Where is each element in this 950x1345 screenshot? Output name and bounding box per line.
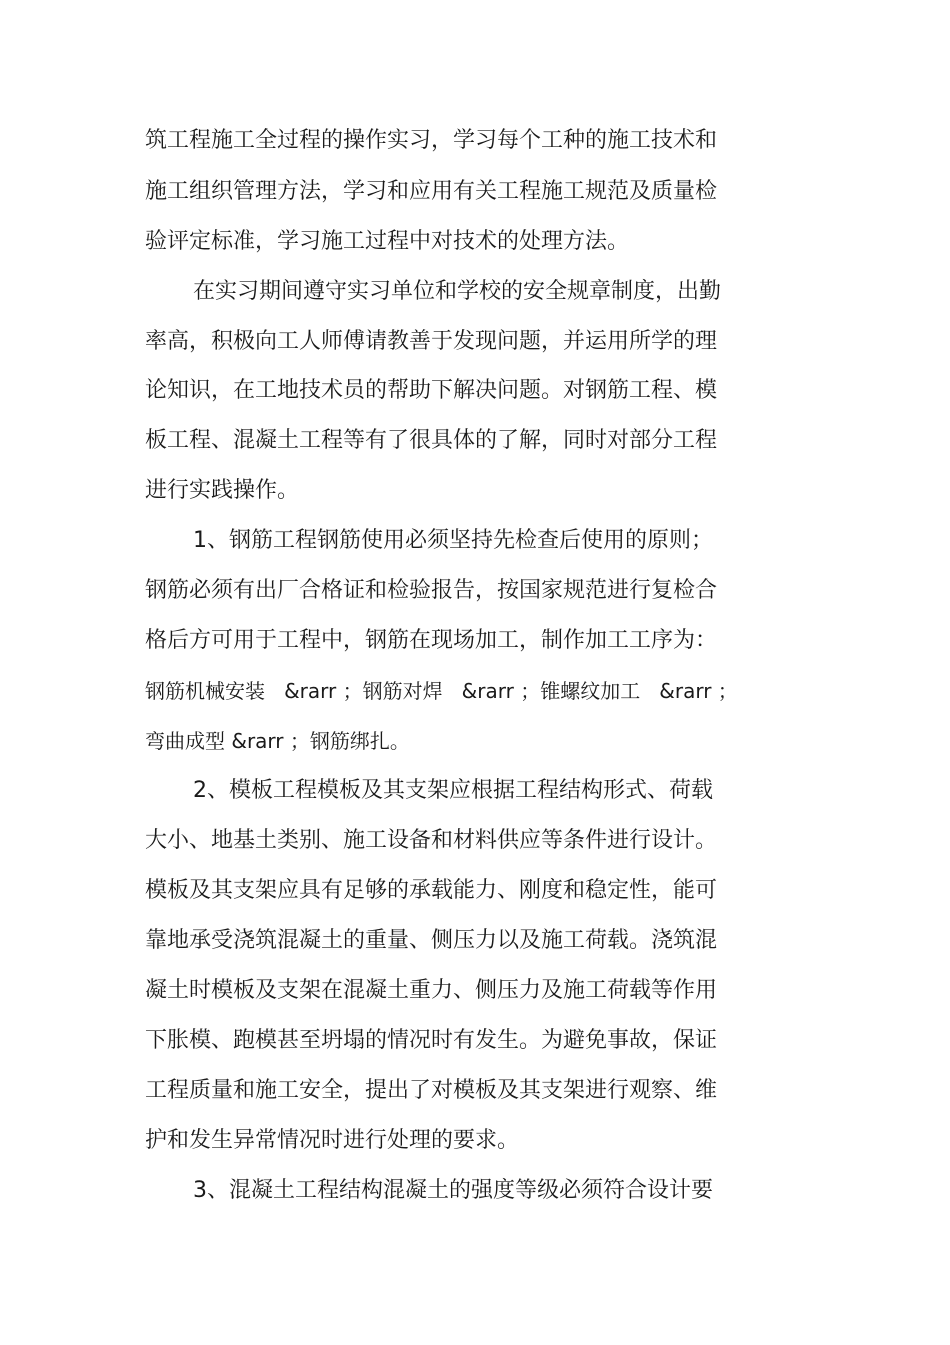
text-line: 进行实践操作。 (145, 478, 300, 503)
text-line: 3、混凝土工程结构混凝土的强度等级必须符合设计要 (193, 1178, 713, 1203)
text-line: 筑工程施工全过程的操作实习，学习每个工种的施工技术和 (145, 128, 718, 153)
text-line: 验评定标准，学习施工过程中对技术的处理方法。 (145, 229, 630, 254)
text-line: 1、钢筋工程钢筋使用必须坚持先检查后使用的原则； (193, 528, 713, 553)
text-line: 钢筋必须有出厂合格证和检验报告，按国家规范进行复检合 (145, 578, 718, 603)
text-line: 格后方可用于工程中，钢筋在现场加工，制作加工工序为： (145, 628, 718, 653)
text-line: 在实习期间遵守实习单位和学校的安全规章制度，出勤 (193, 279, 722, 304)
text-line: 凝土时模板及支架在混凝土重力、侧压力及施工荷载等作用 (145, 978, 718, 1003)
text-line: 下胀模、跑模甚至坍塌的情况时有发生。为避免事故，保证 (145, 1028, 718, 1053)
text-line: 板工程、混凝土工程等有了很具体的了解，同时对部分工程 (145, 428, 718, 453)
text-line: 论知识，在工地技术员的帮助下解决问题。对钢筋工程、模 (145, 378, 718, 403)
text-line: 钢筋机械安装 &rarr ；钢筋对焊 &rarr ；锥螺纹加工 &rarr ； (145, 679, 738, 703)
text-line: 靠地承受浇筑混凝土的重量、侧压力以及施工荷载。浇筑混 (145, 928, 718, 953)
text-line: 施工组织管理方法，学习和应用有关工程施工规范及质量检 (145, 179, 718, 204)
text-line: 工程质量和施工安全，提出了对模板及其支架进行观察、维 (145, 1078, 718, 1103)
text-line: 率高，积极向工人师傅请教善于发现问题，并运用所学的理 (145, 329, 718, 354)
text-line: 护和发生异常情况时进行处理的要求。 (145, 1128, 520, 1153)
text-line: 模板及其支架应具有足够的承载能力、刚度和稳定性，能可 (145, 878, 718, 903)
text-line: 2、模板工程模板及其支架应根据工程结构形式、荷载 (193, 778, 713, 803)
text-line: 大小、地基土类别、施工设备和材料供应等条件进行设计。 (145, 828, 718, 853)
text-line: 弯曲成型 &rarr ；钢筋绑扎。 (145, 729, 410, 753)
